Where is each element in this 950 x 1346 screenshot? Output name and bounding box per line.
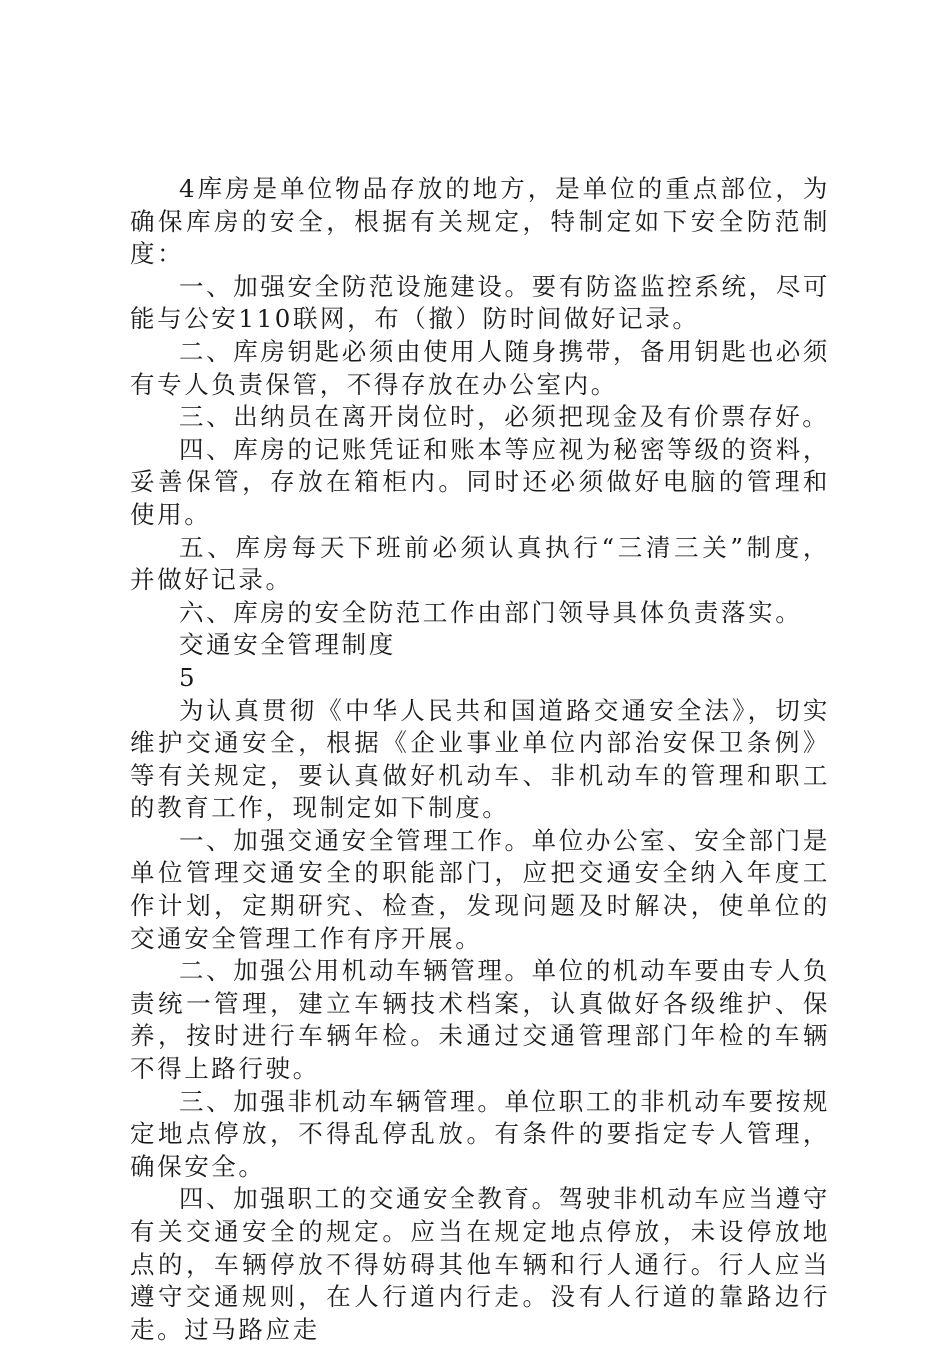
paragraph-traffic-rule-4: 四、加强职工的交通安全教育。驾驶非机动车应当遵守有关交通安全的规定。应当在规定地点停放，未设停放地点的，车辆停放不得妨碍其他车辆和行人通行。行人应当遵守交通规则，在人行道内行走。没有人行道的靠路边行走。过马路应走 [130, 1184, 830, 1344]
paragraph-warehouse-rule-4: 四、库房的记账凭证和账本等应视为秘密等级的资料，妥善保管，存放在箱柜内。同时还必须做好电脑的管理和使用。 [130, 434, 830, 529]
paragraph-warehouse-rule-2: 二、库房钥匙必须由使用人随身携带，备用钥匙也必须有专人负责保管，不得存放在办公室内。 [130, 336, 830, 399]
paragraph-traffic-intro: 为认真贯彻《中华人民共和国道路交通安全法》，切实维护交通安全，根据《企业事业单位内部治安保卫条例》等有关规定，要认真做好机动车、非机动车的管理和职工的教育工作，现制定如下制度。 [130, 695, 830, 823]
document-body [130, 173, 830, 1346]
paragraph-traffic-rule-1: 一、加强交通安全管理工作。单位办公室、安全部门是单位管理交通安全的职能部门，应把交通安全纳入年度工作计划，定期研究、检查，发现问题及时解决，使单位的交通安全管理工作有序开展。 [130, 825, 830, 953]
paragraph-traffic-rule-2: 二、加强公用机动车辆管理。单位的机动车要由专人负责统一管理，建立车辆技术档案，认真做好各级维护、保养，按时进行车辆年检。未通过交通管理部门年检的车辆不得上路行驶。 [130, 956, 830, 1084]
paragraph-traffic-rule-3: 三、加强非机动车辆管理。单位职工的非机动车要按规定地点停放，不得乱停乱放。有条件的要指定专人管理，确保安全。 [130, 1086, 830, 1181]
paragraph-warehouse-rule-3: 三、出纳员在离开岗位时，必须把现金及有价票存好。 [179, 402, 830, 432]
paragraph-warehouse-intro: 4库房是单位物品存放的地方，是单位的重点部位，为确保库房的安全，根据有关规定，特制定如下安全防范制度： [130, 174, 830, 269]
paragraph-warehouse-rule-1: 一、加强安全防范设施建设。要有防盗监控系统，尽可能与公安110联网，布（撤）防时间做好记录。 [130, 271, 830, 334]
paragraph-warehouse-rule-5: 五、库房每天下班前必须认真执行“三清三关”制度，并做好记录。 [130, 532, 830, 595]
section-number: 5 [179, 662, 198, 692]
section-title-traffic-safety: 交通安全管理制度 [179, 630, 396, 660]
paragraph-warehouse-rule-6: 六、库房的安全防范工作由部门领导具体负责落实。 [179, 597, 803, 627]
